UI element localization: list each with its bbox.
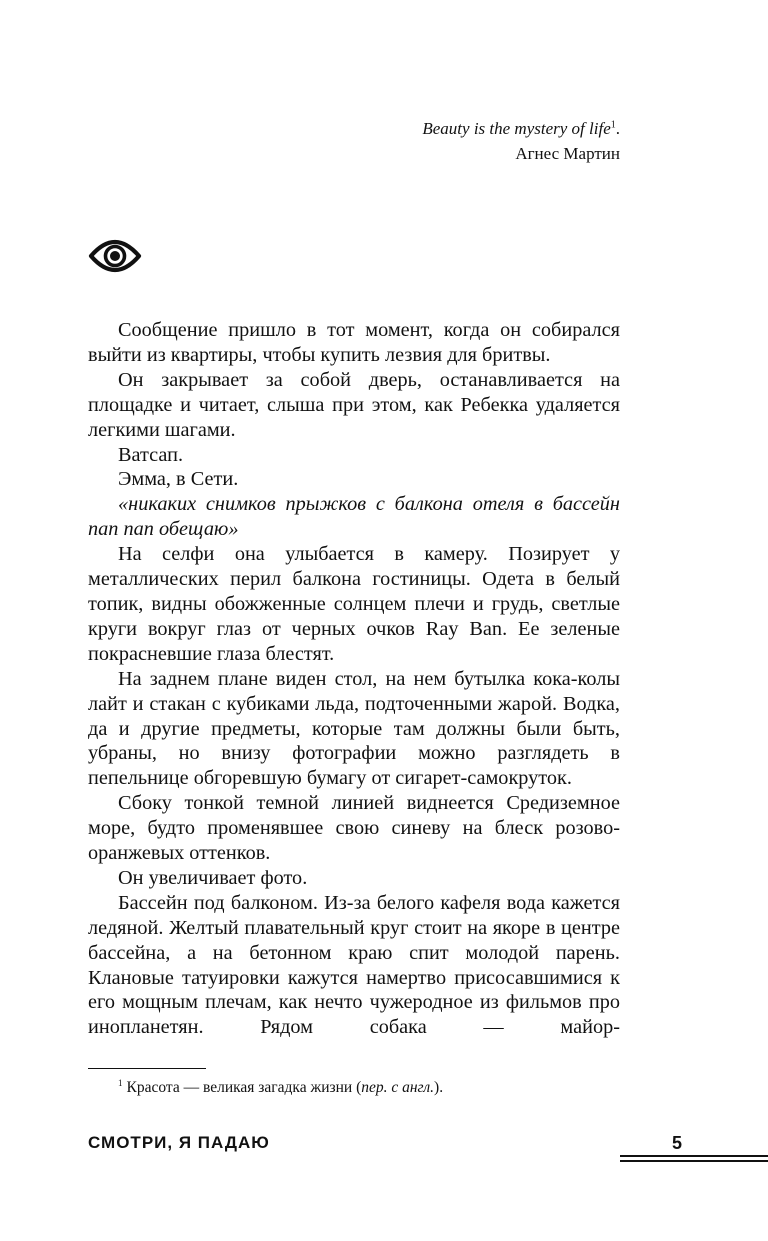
paragraph: Он увеличивает фото. <box>118 866 308 889</box>
footnote-text: Красота — великая загадка жизни ( <box>126 1079 362 1096</box>
footnote <box>118 1078 443 1098</box>
paragraph: На заднем плане виден стол, на нем бутылка кока-колы лайт и стакан с кубиками льда, подточенными жарой. Водка, да и другие предметы, которые там должны были быть, убраны, но внизу фотографии можно разглядеть в пепельнице обгоревшую бумагу от сигарет-самокруток. <box>88 667 620 790</box>
epigraph-quote-line <box>422 116 620 141</box>
paragraph: На селфи она улыбается в камеру. Позирует у металлических перил балкона гостиницы. Одета в белый топик, видны обожженные солнцем плечи и грудь, светлые круги вокруг глаз от черных очков Ray Ban. Ее зеленые покрасневшие глаза блестят. <box>88 543 620 665</box>
footnote-end: ). <box>434 1079 444 1096</box>
footer-rule <box>620 1155 768 1157</box>
epigraph <box>422 116 620 166</box>
epigraph-quote: Beauty is the mystery of life <box>422 119 611 138</box>
page-number: 5 <box>672 1133 683 1153</box>
eye-icon <box>88 236 142 276</box>
running-title: СМОТРИ, Я ПАДАЮ <box>88 1133 270 1152</box>
epigraph-footnote-mark: 1 <box>610 119 616 131</box>
paragraph: Бассейн под балконом. Из-за белого кафеля вода кажется ледяной. Желтый плавательный круг стоит на якоре в центре бассейна, а на бетонном краю спит молодой парень. Клановые татуировки кажутся намертво присосавшимися к его мощным плечам, как нечто чужеродное из фильмов про инопланетян. Рядом собака — майор- <box>88 891 620 1039</box>
footnote-italic: пер. с англ. <box>361 1079 435 1096</box>
paragraph: Сбоку тонкой темной линией виднеется Средиземное море, будто променявшее свою синеву на блеск розово-оранжевых оттенков. <box>88 792 620 865</box>
footnote-mark: 1 <box>118 1077 123 1088</box>
paragraph: Эмма, в Сети. <box>118 468 239 491</box>
epigraph-quote-end: . <box>615 119 620 138</box>
paragraph: Ватсап. <box>118 443 184 466</box>
paragraph: Он закрывает за собой дверь, останавливается на площадке и читает, слыша при этом, как Ребекка удаляется легкими шагами. <box>88 368 620 441</box>
paragraph: Сообщение пришло в тот момент, когда он собирался выйти из квартиры, чтобы купить лезвия для бритвы. <box>88 319 620 366</box>
message-quote: «никаких снимков прыжков с балкона отеля в бассейн пап пап обещаю» <box>88 493 620 541</box>
footer-rule <box>620 1160 768 1162</box>
epigraph-author: Агнес Мартин <box>515 144 620 163</box>
footnote-divider <box>88 1068 206 1069</box>
body-text <box>88 318 620 1040</box>
